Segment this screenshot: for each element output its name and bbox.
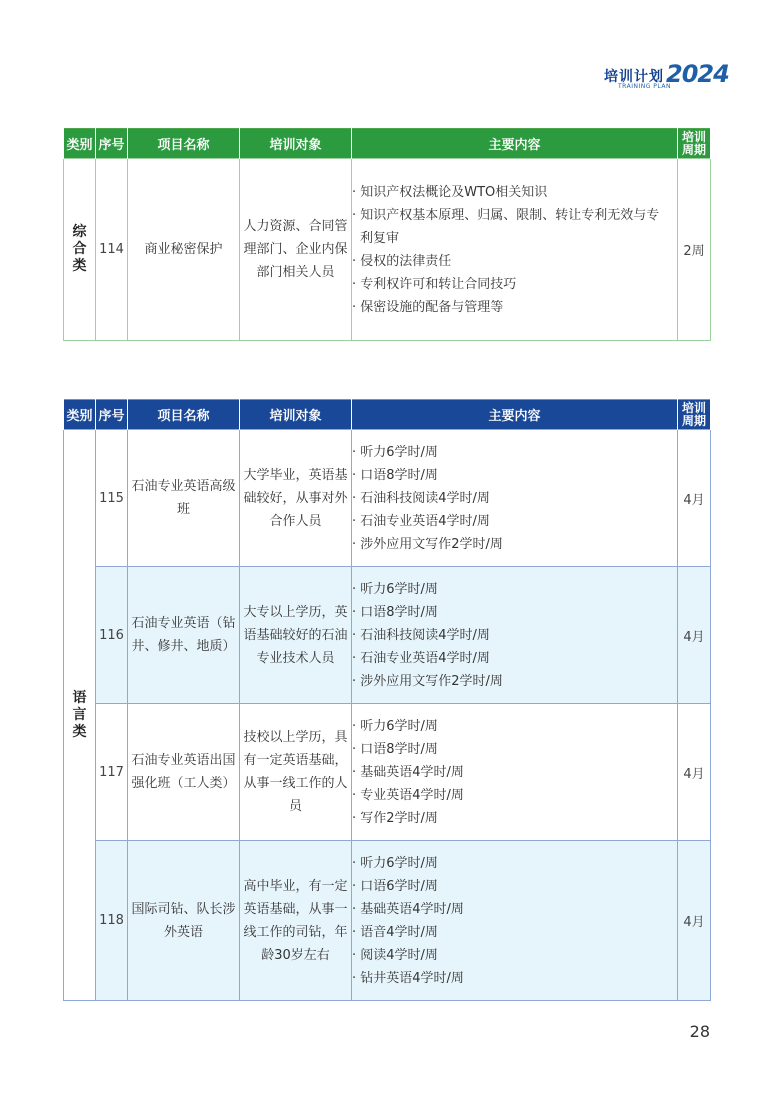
category-char: 语 [72, 689, 87, 706]
training-period: 2周 [678, 159, 711, 341]
header-content: 主要内容 [352, 400, 678, 430]
training-period: 4月 [678, 430, 711, 567]
header-project: 项目名称 [128, 129, 240, 159]
category-label [73, 690, 87, 741]
category-char: 类 [72, 258, 87, 274]
training-target: 大学毕业，英语基础较好，从事对外合作人员 [240, 430, 352, 567]
page-number: 28 [689, 1022, 710, 1041]
content-line: · 专业英语4学时/周 [352, 787, 464, 803]
content-line: · 阅读4学时/周 [352, 947, 438, 963]
category-char: 合 [72, 241, 87, 257]
table-row [64, 567, 711, 704]
content-line: · 石油专业英语4学时/周 [352, 513, 490, 529]
header-period: 培训周期 [678, 129, 711, 159]
row-number: 118 [96, 841, 128, 1001]
content-line: · 侵权的法律责任 [352, 253, 452, 269]
category-char: 类 [72, 723, 87, 740]
content-line: · 钻井英语4学时/周 [352, 970, 464, 986]
header-target: 培训对象 [240, 400, 352, 430]
logo-title: 培训计划 [604, 69, 664, 85]
content-line: · 听力6学时/周 [352, 581, 438, 597]
row-number: 114 [96, 159, 128, 341]
content-line: · 写作2学时/周 [352, 810, 438, 826]
header-category: 类别 [64, 400, 96, 430]
training-period: 4月 [678, 841, 711, 1001]
training-target: 大专以上学历，英语基础较好的石油专业技术人员 [240, 567, 352, 704]
category-char: 综 [72, 224, 87, 240]
content-line: · 口语6学时/周 [352, 878, 438, 894]
header-number: 序号 [96, 400, 128, 430]
table-row [64, 841, 711, 1001]
project-name: 石油专业英语（钻井、修井、地质） [128, 567, 240, 704]
table-row [64, 159, 711, 341]
content-line: · 专利权许可和转让合同技巧 [352, 276, 517, 292]
content-line: · 听力6学时/周 [352, 855, 438, 871]
content-line: · 语音4学时/周 [352, 924, 438, 940]
training-table-language [63, 399, 711, 1001]
main-content [352, 567, 678, 704]
logo-year: 2024 [666, 60, 729, 88]
content-line: · 知识产权法概论及WTO相关知识 [352, 184, 548, 200]
content-line: · 基础英语4学时/周 [352, 764, 464, 780]
table-row [64, 430, 711, 567]
header-number: 序号 [96, 129, 128, 159]
content-line: · 口语8学时/周 [352, 467, 438, 483]
row-number: 116 [96, 567, 128, 704]
content-line: · 涉外应用文写作2学时/周 [352, 673, 503, 689]
content-line: · 基础英语4学时/周 [352, 901, 464, 917]
header-period: 培训周期 [678, 400, 711, 430]
training-target: 技校以上学历，具有一定英语基础，从事一线工作的人员 [240, 704, 352, 841]
content-line: · 保密设施的配备与管理等 [352, 299, 504, 315]
content-line: · 石油科技阅读4学时/周 [352, 490, 490, 506]
main-content [352, 430, 678, 567]
header-target: 培训对象 [240, 129, 352, 159]
content-line: · 石油专业英语4学时/周 [352, 650, 490, 666]
row-number: 115 [96, 430, 128, 567]
row-number: 117 [96, 704, 128, 841]
header-category: 类别 [64, 129, 96, 159]
project-name: 国际司钻、队长涉外英语 [128, 841, 240, 1001]
content-line: · 听力6学时/周 [352, 444, 438, 460]
main-content [352, 159, 678, 341]
category-label [73, 224, 87, 275]
project-name: 商业秘密保护 [128, 159, 240, 341]
table-row [64, 704, 711, 841]
training-target: 人力资源、合同管理部门、企业内保部门相关人员 [240, 159, 352, 341]
project-name: 石油专业英语高级班 [128, 430, 240, 567]
category-char: 言 [72, 706, 87, 723]
training-period: 4月 [678, 704, 711, 841]
content-line: · 听力6学时/周 [352, 718, 438, 734]
content-line: · 口语8学时/周 [352, 604, 438, 620]
main-content [352, 704, 678, 841]
table-header-row [64, 129, 711, 159]
content-line: · 知识产权基本原理、归属、限制、转让专利无效与专 [352, 207, 660, 223]
header-project: 项目名称 [128, 400, 240, 430]
training-target: 高中毕业，有一定英语基础，从事一线工作的司钻，年龄30岁左右 [240, 841, 352, 1001]
training-plan-logo [600, 60, 729, 94]
main-content [352, 841, 678, 1001]
logo-subtitle: TRAINING PLAN [618, 83, 671, 90]
header-content: 主要内容 [352, 129, 678, 159]
content-line: · 涉外应用文写作2学时/周 [352, 536, 503, 552]
content-line: · 石油科技阅读4学时/周 [352, 627, 490, 643]
category-cell [64, 430, 96, 1001]
content-line: 利复审 [360, 230, 400, 246]
training-period: 4月 [678, 567, 711, 704]
training-table-general [63, 128, 711, 341]
project-name: 石油专业英语出国强化班（工人类） [128, 704, 240, 841]
table-header-row [64, 400, 711, 430]
category-cell [64, 159, 96, 341]
content-line: · 口语8学时/周 [352, 741, 438, 757]
